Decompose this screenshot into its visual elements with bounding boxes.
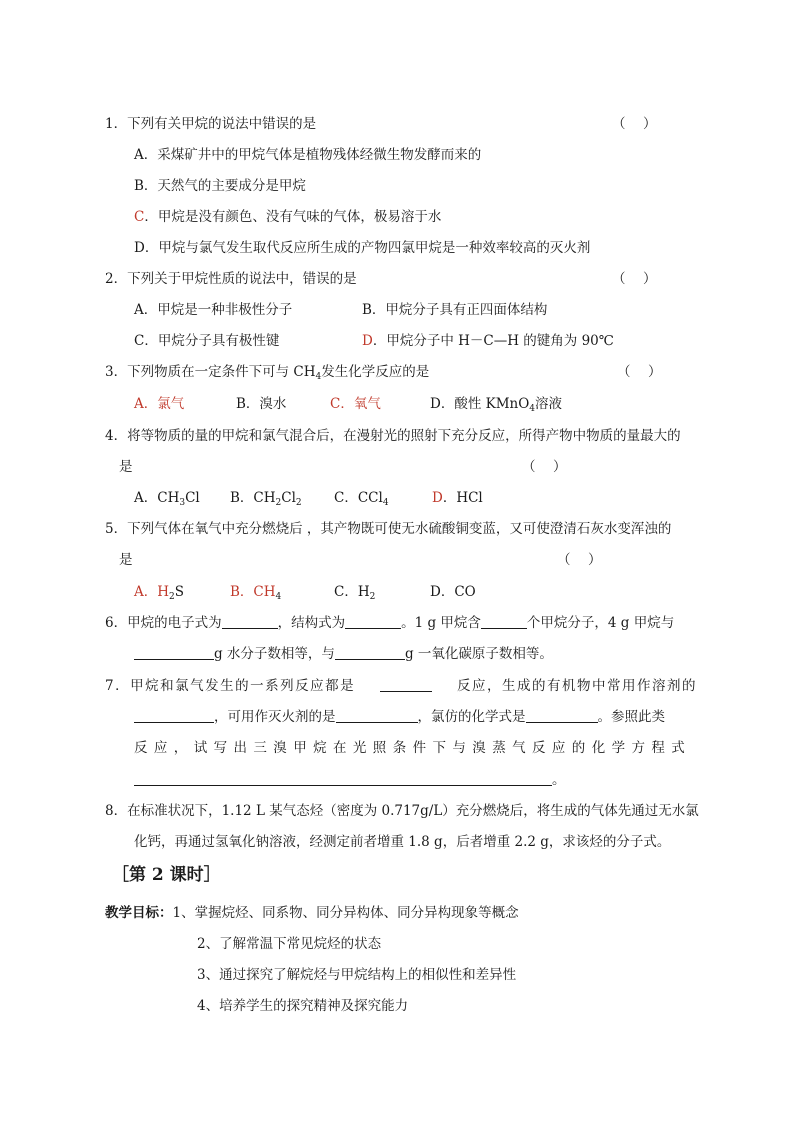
q1-option-a: A．采煤矿井中的甲烷气体是植物残体经微生物发酵而来的 — [134, 147, 482, 163]
q3-stem-part1: 3．下列物质在一定条件下可与 CH — [105, 364, 316, 380]
q6-part2: ，结构式为 — [277, 615, 346, 631]
q5-answer-paren: （ ） — [557, 552, 604, 568]
q3-option-d-part1: D．酸性 KMnO — [430, 396, 530, 412]
q4-b-sub1: 2 — [275, 498, 282, 508]
q8-line1: 8．在标准状况下，1.12 L 某气态烃（密度为 0.717g/L）充分燃烧后，将生成的气体先通过无水氯 — [105, 803, 699, 819]
lesson2-goal-3: 3、通过探究了解烷烃与甲烷结构上的相似性和差异性 — [197, 967, 517, 983]
lesson2-goals-label: 教学目标： — [105, 905, 173, 921]
q1-option-b: B．天然气的主要成分是甲烷 — [134, 178, 306, 194]
q4-a-sub: 3 — [179, 498, 186, 508]
q2-answer-paren: （ ） — [612, 271, 659, 287]
q7-blank-extinguisher[interactable] — [336, 708, 418, 723]
q5-c-part1: C．H — [334, 584, 370, 600]
q7-part6: 。 — [552, 772, 566, 788]
q5-b-sub: 4 — [275, 592, 282, 602]
q2-option-b: B．甲烷分子具有正四面体结构 — [362, 302, 548, 318]
q2-option-d — [362, 332, 614, 350]
q4-option-c — [334, 489, 389, 507]
q6-blank-molecule-count[interactable] — [481, 614, 527, 629]
q5-a-part2: S — [174, 584, 185, 600]
q3-option-d-sub: 4 — [529, 404, 536, 414]
lesson2-goal-1: 1、掌握烷烃、同系物、同分异构体、同分异构现象等概念 — [172, 905, 519, 921]
q5-b-part1: B．CH — [230, 584, 276, 600]
q4-option-a — [134, 489, 200, 507]
q4-stem-line2: 是 — [119, 459, 133, 475]
q7-part1: 7．甲烷和氯气发生的一系列反应都是 — [105, 678, 356, 694]
q7-blank-reaction-type[interactable] — [380, 677, 432, 692]
q5-c-sub: 2 — [369, 592, 376, 602]
q2-option-c: C．甲烷分子具有极性键 — [134, 333, 280, 349]
q3-stem-part2: 发生化学反应的是 — [321, 364, 430, 380]
q4-b-part2: Cl — [281, 490, 296, 506]
q7-part5: 。参照此类 — [597, 709, 665, 725]
q2-option-a: A．甲烷是一种非极性分子 — [134, 302, 293, 318]
q7-part2: 反应，生成的有机物中常用作溶剂的 — [457, 678, 697, 694]
q4-option-d-letter: D — [432, 490, 443, 506]
q4-c-part1: C．CCl — [334, 490, 383, 506]
q7-line2 — [134, 708, 665, 726]
q5-option-b — [230, 583, 281, 601]
q5-option-c — [334, 583, 375, 601]
q3-stem — [105, 363, 429, 381]
q2-option-d-text: ．甲烷分子中 H－C—H 的键角为 90℃ — [372, 333, 614, 349]
q7-blank-equation[interactable] — [134, 771, 552, 786]
q7-part4: ，氯仿的化学式是 — [417, 709, 526, 725]
q2-option-d-letter: D — [362, 333, 373, 349]
q1-option-c-text: ．甲烷是没有颜色、没有气味的气体，极易溶于水 — [144, 209, 442, 225]
q4-b-part1: B．CH — [230, 490, 276, 506]
lesson2-goal-line1 — [105, 904, 519, 922]
q1-option-c — [134, 208, 441, 226]
lesson2-title: ［第 2 课时］ — [112, 865, 221, 885]
q3-stem-sub: 4 — [315, 372, 322, 382]
q6-part1: 6．甲烷的电子式为 — [105, 615, 222, 631]
q6-line2 — [134, 645, 553, 663]
q3-option-d — [430, 395, 562, 413]
q4-answer-paren: （ ） — [522, 459, 569, 475]
q3-option-c: C．氧气 — [330, 396, 381, 412]
q4-option-d-text: ．HCl — [442, 490, 483, 506]
q7-part3: ，可用作灭火剂的是 — [214, 709, 336, 725]
q4-stem-line1: 4．将等物质的量的甲烷和氯气混合后，在漫射光的照射下充分反应，所得产物中物质的量最大的 — [105, 428, 681, 444]
q4-option-b — [230, 489, 302, 507]
q5-stem-line1: 5．下列气体在氧气中充分燃烧后 ，其产物既可使无水硫酸铜变蓝，又可使澄清石灰水变浑浊的 — [105, 521, 672, 537]
q6-line1 — [105, 614, 674, 632]
q6-part4: 个甲烷分子，4 g 甲烷与 — [526, 615, 675, 631]
q2-stem: 2．下列关于甲烷性质的说法中，错误的是 — [105, 271, 357, 287]
q6-blank-co-mass[interactable] — [335, 645, 405, 660]
q7-line4 — [134, 771, 566, 789]
lesson2-goal-4: 4、培养学生的探究精神及探究能力 — [197, 998, 409, 1014]
q6-blank-electron-formula[interactable] — [222, 614, 278, 629]
q1-option-c-letter: C — [134, 209, 145, 225]
q5-stem-line2: 是 — [119, 552, 133, 568]
q6-blank-water-mass[interactable] — [134, 645, 214, 660]
q4-c-sub: 4 — [382, 498, 389, 508]
q4-a-part2: Cl — [185, 490, 200, 506]
q4-a-part1: A．CH — [134, 490, 180, 506]
q7-line3: 反应，试写出三溴甲烷在光照条件下与溴蒸气反应的化学方程式 — [134, 740, 692, 756]
q1-answer-paren: （ ） — [612, 116, 659, 132]
q6-blank-structural-formula[interactable] — [345, 614, 401, 629]
q5-option-d: D．CO — [430, 584, 476, 600]
q6-part6: g 一氧化碳原子数相等。 — [404, 646, 553, 662]
q1-option-d: D．甲烷与氯气发生取代反应所生成的产物四氯甲烷是一种效率较高的灭火剂 — [134, 240, 591, 256]
q3-option-d-part2: 溶液 — [535, 396, 563, 412]
q3-answer-paren: （ ） — [617, 364, 664, 380]
q5-a-part1: A．H — [134, 584, 170, 600]
q1-stem: 1．下列有关甲烷的说法中错误的是 — [105, 116, 317, 132]
q6-part3: 。1 g 甲烷含 — [401, 615, 481, 631]
q6-part5: g 水分子数相等，与 — [214, 646, 335, 662]
lesson2-goal-2: 2、了解常温下常见烷烃的状态 — [197, 936, 382, 952]
q5-option-a — [134, 583, 184, 601]
q7-blank-solvent[interactable] — [134, 708, 214, 723]
q4-b-sub2: 2 — [295, 498, 302, 508]
q4-option-d — [432, 489, 483, 507]
q7-blank-chloroform-formula[interactable] — [526, 708, 598, 723]
q7-line1 — [105, 677, 697, 695]
q3-option-b: B．溴水 — [236, 396, 287, 412]
q8-line2: 化钙，再通过氢氧化钠溶液，经测定前者增重 1.8 g，后者增重 2.2 g，求该烃的分子式。 — [134, 834, 671, 850]
q3-option-a: A．氯气 — [134, 396, 185, 412]
q5-a-sub: 2 — [169, 592, 175, 602]
